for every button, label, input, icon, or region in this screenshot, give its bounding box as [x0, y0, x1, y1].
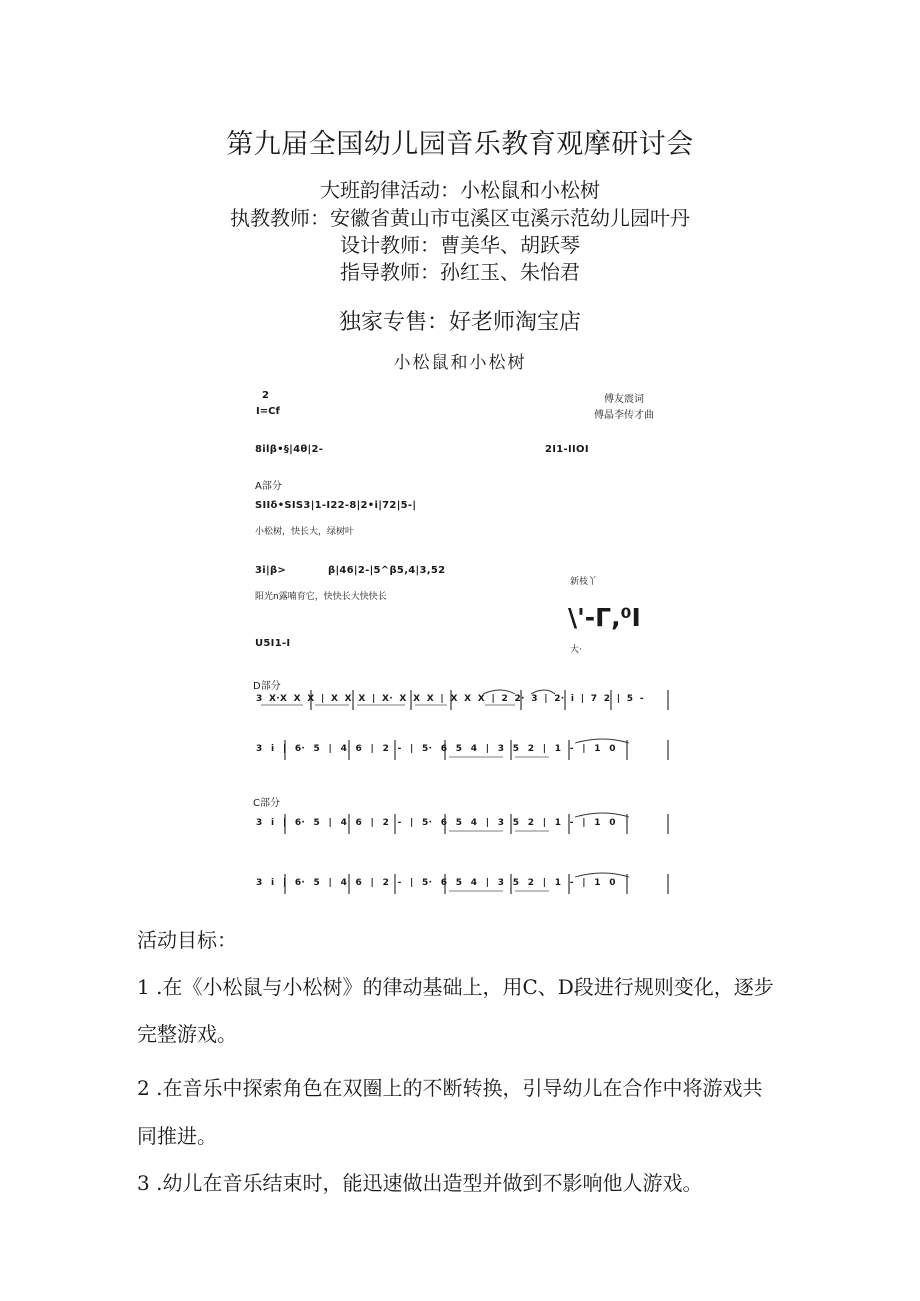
- section-a-notes-2b: β|46|2-|5^β5,4|3,52: [328, 565, 446, 576]
- score-row-d1-notes: 3 X·X X X | X X X | X· X X X | X X X | 2 2· 3 | 2· i | 7 2 | 5 -: [256, 694, 644, 704]
- goal-1-line-2: 完整游戏。: [137, 1022, 237, 1046]
- score-row-c2-notes: 3 i | 6· 5 | 4 6 | 2 - | 5· 6 5 4 | 3 5 2 | 1 - | 1 0: [256, 878, 616, 888]
- key-signature: I=Cf: [256, 406, 280, 417]
- goal-2-line-2: 同推进。: [137, 1124, 217, 1148]
- goal-3-line-1: 3 .幼儿在音乐结束时，能迅速做出造型并做到不影响他人游戏。: [137, 1171, 703, 1195]
- intro-notes-end: 2I1-IIOI: [545, 444, 589, 455]
- activity-line: 大班韵律活动：小松鼠和小松树: [320, 178, 600, 202]
- section-a-label: A部分: [255, 481, 282, 492]
- section-a-lyric-1: 小松树，快长大，绿树叶: [255, 527, 355, 537]
- side-lyric: 新枝丫: [570, 577, 598, 587]
- large-notation-lyric: 大·: [570, 645, 582, 655]
- goals-heading: 活动目标：: [137, 928, 237, 952]
- intro-notes: 8ilβ•§|4θ|2-: [255, 444, 324, 455]
- advisors-line: 指导教师：孙红玉、朱怡君: [340, 260, 580, 284]
- song-title: 小松鼠和小松树: [393, 353, 527, 373]
- large-notation: \'-Γ,⁰I: [568, 603, 641, 632]
- composer-credit: 傅晶李传才曲: [594, 410, 654, 421]
- score-row-d2-notes: 3 i | 6· 5 | 4 6 | 2 - | 5· 6 5 4 | 3 5 2 | 1 - | 1 0: [256, 744, 616, 754]
- score-row-d2: [253, 738, 673, 764]
- score-row-c1-notes: 3 i | 6· 5 | 4 6 | 2 - | 5· 6 5 4 | 3 5 2 | 1 - | 1 0: [256, 818, 616, 828]
- score-row-c1: [253, 812, 673, 838]
- page-title: 第九届全国幼儿园音乐教育观摩研讨会: [226, 129, 694, 160]
- lyricist-credit: 傅友震词: [604, 394, 644, 405]
- exclusive-seller-line: 独家专售：好老师淘宝店: [338, 310, 581, 335]
- section-a-notes-1: SIIδ•SIS3|1-I22-8|2•i|72|5-|: [255, 500, 417, 511]
- goal-2-line-1: 2 .在音乐中探索角色在双圈上的不断转换，引导幼儿在合作中将游戏共: [137, 1076, 763, 1100]
- section-a-notes-2a: 3i|β>: [255, 565, 287, 576]
- ending-notes: U5I1-I: [255, 638, 291, 649]
- section-d-label: D部分: [253, 681, 281, 692]
- section-a-lyric-2: 阳光n露喃育它，快快长大快快长: [255, 592, 387, 602]
- section-c-label: C部分: [253, 798, 280, 809]
- score-row-c2: [253, 872, 673, 898]
- time-signature: 2: [262, 390, 269, 401]
- teacher-line: 执教教师：安徽省黄山市屯溪区屯溪示范幼儿园叶丹: [230, 206, 690, 230]
- score-row-d1: [253, 688, 673, 714]
- goal-1-line-1: 1 .在《小松鼠与小松树》的律动基础上，用C、D段进行规则变化，逐步: [137, 975, 774, 999]
- designers-line: 设计教师：曹美华、胡跃琴: [340, 233, 580, 257]
